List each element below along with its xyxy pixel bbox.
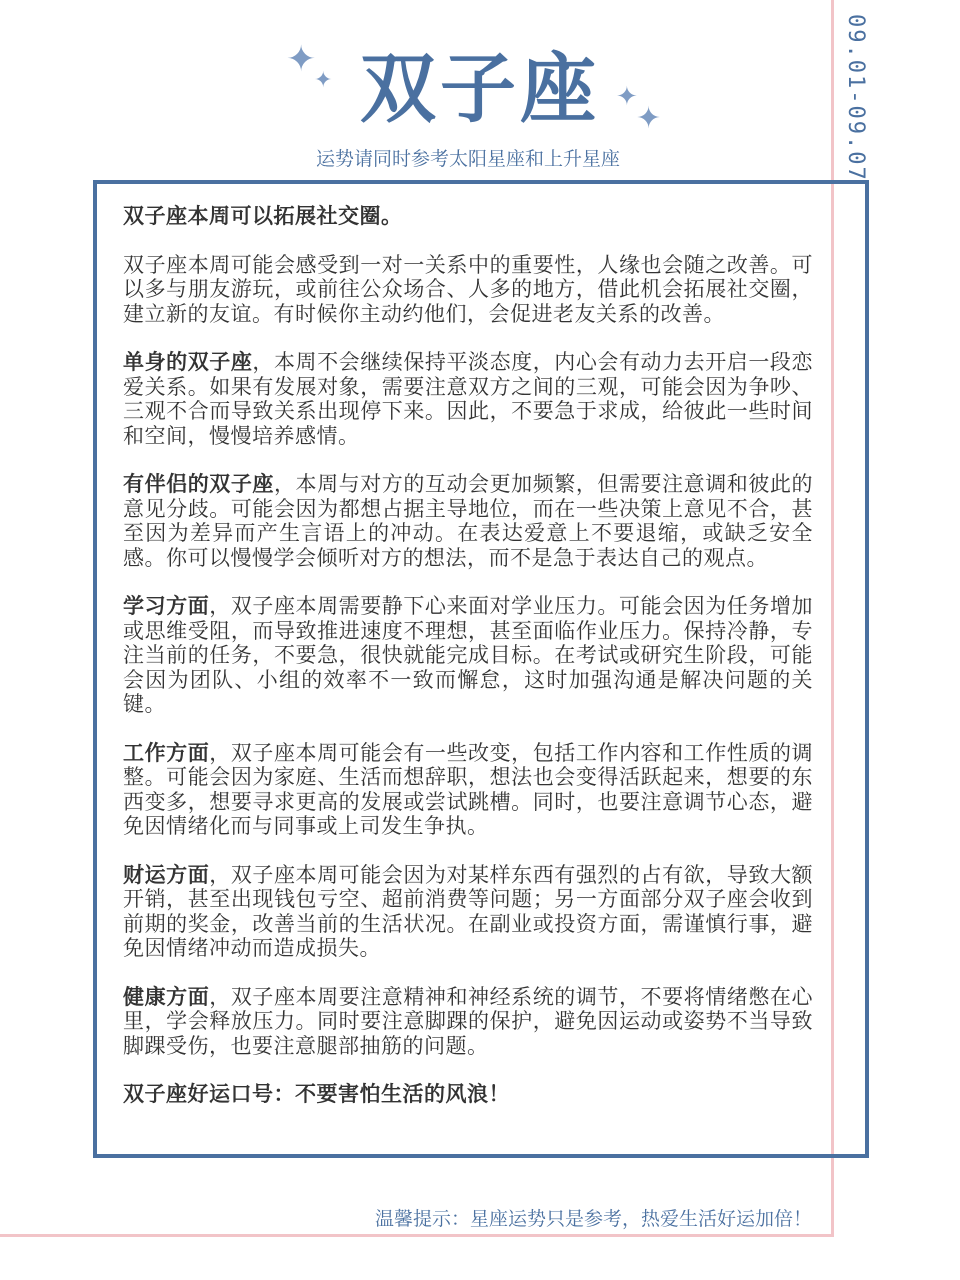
section-lead: 有伴侣的双子座 bbox=[123, 472, 274, 496]
footer-tip: 温馨提示：星座运势只是参考，热爱生活好运加倍！ bbox=[374, 1208, 812, 1230]
wealth-paragraph bbox=[123, 863, 813, 961]
section-text: ，双子座本周需要静下心来面对学业压力。可能会因为任务增加或思维受阻，而导致推进速度不理想，甚至面临作业压力。保持冷静，专注当前的任务，不要急，很快就能完成目标。在考试或研究生阶段，可能会因为团队、小组的效率不一致而懈怠，这时加强沟通是解决问题的关键。 bbox=[123, 594, 814, 716]
couple-love-paragraph bbox=[123, 472, 813, 570]
single-love-paragraph bbox=[123, 350, 813, 448]
horoscope-content-box bbox=[93, 180, 869, 1158]
section-lead: 学习方面 bbox=[123, 594, 210, 618]
section-text: ，双子座本周可能会有一些改变，包括工作内容和工作性质的调整。可能会因为家庭、生活而想辞职，想法也会变得活跃起来，想要的东西变多，想要寻求更高的发展或尝试跳槽。同时，也要注意调节心态，避免因情绪化而与同事或上司发生争执。 bbox=[123, 740, 814, 838]
page-subtitle: 运势请同时参考太阳星座和上升星座 bbox=[315, 148, 620, 170]
section-lead: 工作方面 bbox=[123, 740, 210, 765]
sparkle-icon: ✦ bbox=[286, 39, 317, 80]
study-paragraph bbox=[123, 594, 813, 717]
section-lead: 单身的双子座 bbox=[123, 350, 253, 374]
work-paragraph bbox=[123, 741, 813, 839]
section-lead: 财运方面 bbox=[123, 862, 210, 887]
weekly-headline: 双子座本周可以拓展社交圈。 bbox=[123, 204, 403, 228]
section-text: ，本周不会继续保持平淡态度，内心会有动力去开启一段恋爱关系。如果有发展对象，需要注意双方之间的三观，可能会因为争吵、三观不合而导致关系出现停下来。因此，不要急于求成，给彼此一些时间和空间，慢慢培养感情。 bbox=[123, 350, 814, 448]
health-paragraph bbox=[123, 985, 813, 1059]
intro-paragraph: 双子座本周可能会感受到一对一关系中的重要性，人缘也会随之改善。可以多与朋友游玩，或前往公众场合、人多的地方，借此机会拓展社交圈，建立新的友谊。有时候你主动约他们，会促进老友关系的改善。 bbox=[123, 252, 813, 326]
sparkle-icon: ✦ bbox=[616, 82, 638, 112]
section-text: ，双子座本周可能会因为对某样东西有强烈的占有欲，导致大额开销，甚至出现钱包亏空、超前消费等问题；另一方面部分双子座会收到前期的奖金，改善当前的生活状况。在副业或投资方面，需谨慎行事，避免因情绪冲动而造成损失。 bbox=[123, 862, 814, 960]
section-text: ，双子座本周要注意精神和神经系统的调节，不要将情绪憋在心里，学会释放压力。同时要注意脚踝的保护，避免因运动或姿势不当导致脚踝受伤，也要注意腿部抽筋的问题。 bbox=[123, 984, 814, 1058]
pink-horizontal-rule bbox=[0, 1234, 834, 1237]
lucky-slogan: 双子座好运口号：不要害怕生活的风浪！ bbox=[123, 1082, 510, 1106]
page-title: 双子座 bbox=[360, 44, 600, 133]
section-text: ，本周与对方的互动会更加频繁，但需要注意调和彼此的意见分歧。可能会因为都想占据主导地位，而在一些决策上意见不合，甚至因为差异而产生言语上的冲动。在表达爱意上不要退缩，或缺乏安全感。你可以慢慢学会倾听对方的想法，而不是急于表达自己的观点。 bbox=[123, 472, 813, 570]
sparkle-icon: ✦ bbox=[314, 68, 333, 93]
sparkle-icon: ✦ bbox=[636, 101, 662, 136]
section-lead: 健康方面 bbox=[123, 984, 210, 1009]
date-range: 09.01-09.07 bbox=[843, 14, 868, 182]
